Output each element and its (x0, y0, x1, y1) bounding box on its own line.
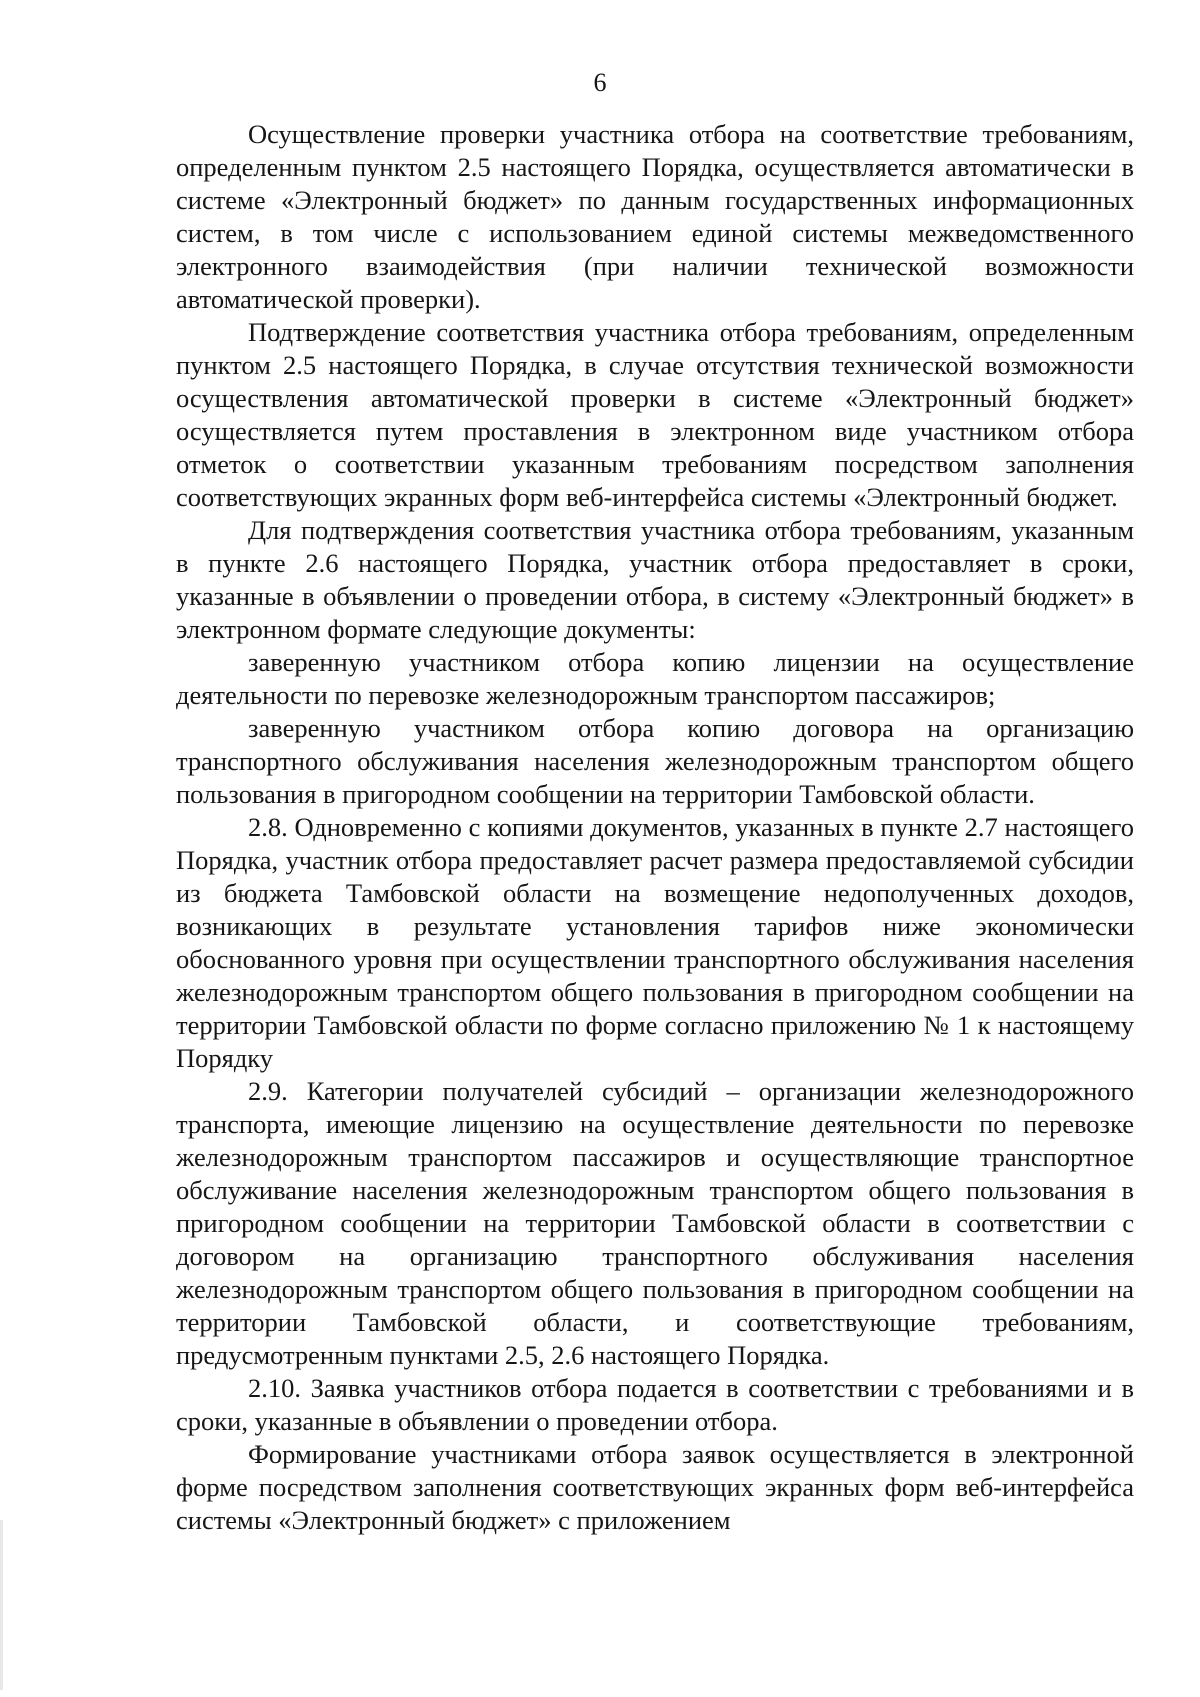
paragraph-documents-intro: Для подтверждения соответствия участника отбора требованиям, указанным в пункте 2.6 настоящего Порядка, участник отбора предоставляет в сроки, указанные в объявлении о проведении отбора, в систему «Электронный бюджет» в электронном формате следующие документы: (176, 515, 1134, 644)
paragraph-manual-confirmation: Подтверждение соответствия участника отбора требованиям, определенным пунктом 2.5 настоящего Порядка, в случае отсутствия технической возможности осуществления автоматической проверки в системе «Электронный бюджет» осуществляется путем проставления в электронном виде участником отбора отметок о соответствии указанным требованиям посредством заполнения соответствующих экранных форм веб-интерфейса системы «Электронный бюджет. (176, 317, 1134, 512)
paragraph-license-copy: заверенную участником отбора копию лицензии на осуществление деятельности по перевозке железнодорожным транспортом пассажиров; (176, 647, 1134, 710)
page-number: 6 (593, 68, 607, 97)
paragraph-contract-copy: заверенную участником отбора копию договора на организацию транспортного обслуживания населения железнодорожным транспортом общего пользования в пригородном сообщении на территории Тамбовской области. (176, 713, 1134, 809)
document-body (176, 118, 1134, 1537)
paragraph-application-forming: Формирование участниками отбора заявок осуществляется в электронной форме посредством заполнения соответствующих экранных форм веб-интерфейса системы «Электронный бюджет» с приложением (176, 1439, 1134, 1535)
paragraph-automatic-check: Осуществление проверки участника отбора на соответствие требованиям, определенным пунктом 2.5 настоящего Порядка, осуществляется автоматически в системе «Электронный бюджет» по данным государственных информационных систем, в том числе с использованием единой системы межведомственного электронного взаимодействия (при наличии технической возможности автоматической проверки). (176, 119, 1134, 314)
paragraph-section-2-9: 2.9. Категории получателей субсидий – организации железнодорожного транспорта, имеющие лицензию на осуществление деятельности по перевозке железнодорожным транспортом пассажиров и осуществляющие транспортное обслуживание населения железнодорожным транспортом общего пользования в пригородном сообщении на территории Тамбовской области в соответствии с договором на организацию транспортного обслуживания населения железнодорожным транспортом общего пользования в пригородном сообщении на территории Тамбовской области, и соответствующие требованиям, предусмотренным пунктами 2.5, 2.6 настоящего Порядка. (176, 1076, 1134, 1370)
paragraph-section-2-8: 2.8. Одновременно с копиями документов, указанных в пункте 2.7 настоящего Порядка, участник отбора предоставляет расчет размера предоставляемой субсидии из бюджета Тамбовской области на возмещение недополученных доходов, возникающих в результате установления тарифов ниже экономически обоснованного уровня при осуществлении транспортного обслуживания населения железнодорожным транспортом общего пользования в пригородном сообщении на территории Тамбовской области по форме согласно приложению № 1 к настоящему Порядку (176, 812, 1134, 1073)
paragraph-section-2-10: 2.10. Заявка участников отбора подается в соответствии с требованиями и в сроки, указанные в объявлении о проведении отбора. (176, 1373, 1134, 1436)
scan-edge-shadow (0, 1520, 3, 1690)
